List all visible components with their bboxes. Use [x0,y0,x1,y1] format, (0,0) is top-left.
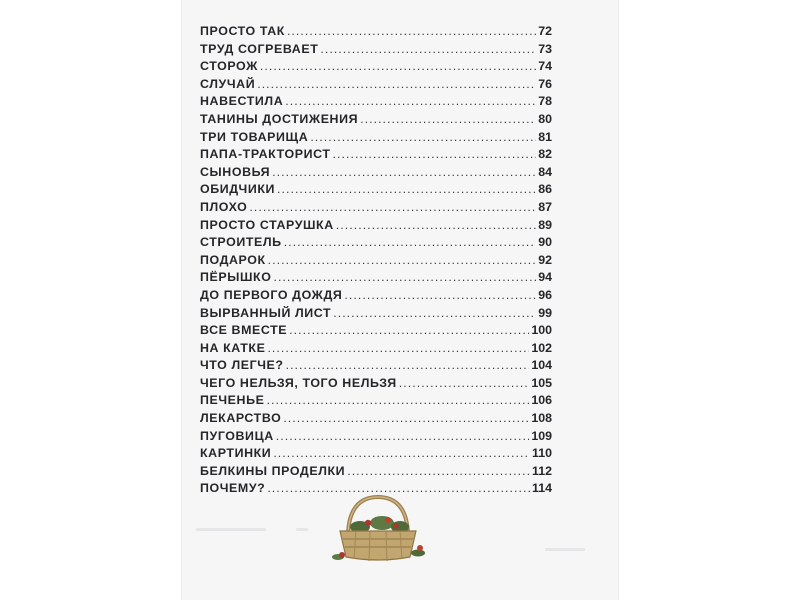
dot-leader [277,181,536,199]
toc-entry-title: ПЛОХО [200,199,248,214]
toc-entry-title: ЛЕКАРСТВО [200,411,282,426]
toc-entry [200,305,552,323]
toc-entry-page-number: 90 [538,235,552,250]
dot-leader [268,252,537,270]
toc-entry-title: ПОДАРОК [200,252,266,267]
dot-leader [360,111,536,129]
toc-entry-page-number: 114 [532,481,552,496]
toc-entry-page-number: 110 [532,446,552,461]
toc-entry-title: СЫНОВЬЯ [200,164,271,179]
toc-entry-title: СЛУЧАЙ [200,76,256,91]
toc-entry [200,252,552,270]
toc-entry-page-number: 86 [538,182,552,197]
dot-leader [276,428,530,446]
toc-entry-page-number: 94 [538,270,552,285]
toc-entry-title: ВЫРВАННЫЙ ЛИСТ [200,305,332,320]
toc-entry [200,269,552,287]
dot-leader [267,340,529,358]
toc-entry-page-number: 76 [538,76,552,91]
toc-entry-page-number: 108 [531,411,552,426]
toc-entry-page-number: 100 [531,323,552,338]
toc-entry-page-number: 80 [538,111,552,126]
toc-entry-page-number: 96 [538,287,552,302]
dot-leader [286,357,530,375]
toc-entry-title: БЕЛКИНЫ ПРОДЕЛКИ [200,463,346,478]
toc-entry-page-number: 112 [532,463,552,478]
table-of-contents [200,23,552,498]
toc-entry [200,392,552,410]
toc-entry-title: ОБИДЧИКИ [200,182,275,197]
toc-entry [200,428,552,446]
toc-entry [200,181,552,199]
toc-entry-page-number: 72 [538,24,552,38]
dot-leader [249,199,536,217]
toc-entry-title: ПЕЧЕНЬЕ [200,393,265,408]
toc-entry [200,410,552,428]
toc-entry [200,58,552,76]
toc-entry-page-number: 105 [531,375,552,390]
toc-entry [200,375,552,393]
toc-entry-title: ТРУД СОГРЕВАЕТ [200,41,319,56]
toc-entry [200,445,552,463]
toc-entry-title: НА КАТКЕ [200,340,266,355]
toc-entry-page-number: 78 [538,94,552,109]
dot-leader [320,41,536,59]
toc-entry-title: ПОЧЕМУ? [200,481,266,496]
toc-entry-page-number: 82 [538,147,552,162]
dot-leader [310,129,536,147]
toc-entry-page-number: 89 [538,217,552,232]
dot-leader [287,23,536,41]
dot-leader [333,305,536,323]
toc-entry [200,41,552,59]
toc-entry [200,199,552,217]
toc-entry-title: ЧЕГО НЕЛЬЗЯ, ТОГО НЕЛЬЗЯ [200,375,397,390]
faint-print-mark [296,528,308,531]
toc-entry [200,111,552,129]
toc-entry-title: ПРОСТО СТАРУШКА [200,217,334,232]
toc-entry-page-number: 92 [538,252,552,267]
toc-entry-page-number: 87 [538,199,552,214]
toc-entry [200,234,552,252]
toc-entry [200,164,552,182]
toc-entry-title: ПАПА-ТРАКТОРИСТ [200,147,331,162]
toc-entry [200,322,552,340]
dot-leader [272,164,536,182]
toc-entry [200,129,552,147]
toc-entry-title: ДО ПЕРВОГО ДОЖДЯ [200,287,343,302]
toc-entry-title: ВСЕ ВМЕСТЕ [200,323,288,338]
toc-entry-title: СТОРОЖ [200,59,258,74]
toc-entry-page-number: 109 [531,428,552,443]
dot-leader [273,445,530,463]
toc-entry [200,463,552,481]
basket-with-berries-icon [330,493,426,563]
toc-entry-page-number: 99 [538,305,552,320]
dot-leader [344,287,536,305]
toc-entry [200,76,552,94]
toc-entry [200,23,552,41]
dot-leader [347,463,530,481]
dot-leader [289,322,529,340]
dot-leader [333,146,537,164]
faint-print-mark [196,528,266,531]
toc-entry-page-number: 74 [538,59,552,74]
dot-leader [285,93,536,111]
dot-leader [260,58,536,76]
toc-entry [200,357,552,375]
toc-entry-page-number: 102 [531,340,552,355]
toc-entry [200,287,552,305]
toc-entry-page-number: 106 [531,393,552,408]
dot-leader [283,410,529,428]
toc-entry-title: ТАНИНЫ ДОСТИЖЕНИЯ [200,111,359,126]
dot-leader [336,217,536,235]
dot-leader [266,392,529,410]
toc-entry [200,93,552,111]
toc-entry-title: КАРТИНКИ [200,446,272,461]
toc-entry [200,340,552,358]
toc-entry-title: СТРОИТЕЛЬ [200,235,282,250]
dot-leader [273,269,536,287]
dot-leader [399,375,530,393]
toc-entry-title: ПЁРЫШКО [200,270,272,285]
dot-leader [284,234,537,252]
toc-entry-title: ЧТО ЛЕГЧЕ? [200,358,284,373]
toc-entry [200,146,552,164]
toc-entry [200,217,552,235]
toc-entry-title: ТРИ ТОВАРИЩА [200,129,309,144]
toc-entry-page-number: 81 [538,129,552,144]
toc-entry-title: ПУГОВИЦА [200,428,274,443]
toc-entry-title: ПРОСТО ТАК [200,24,285,38]
toc-entry-title: НАВЕСТИЛА [200,94,284,109]
toc-entry-page-number: 73 [538,41,552,56]
toc-entry-page-number: 84 [538,164,552,179]
dot-leader [257,76,536,94]
toc-entry-page-number: 104 [531,358,552,373]
faint-print-mark [545,548,585,551]
